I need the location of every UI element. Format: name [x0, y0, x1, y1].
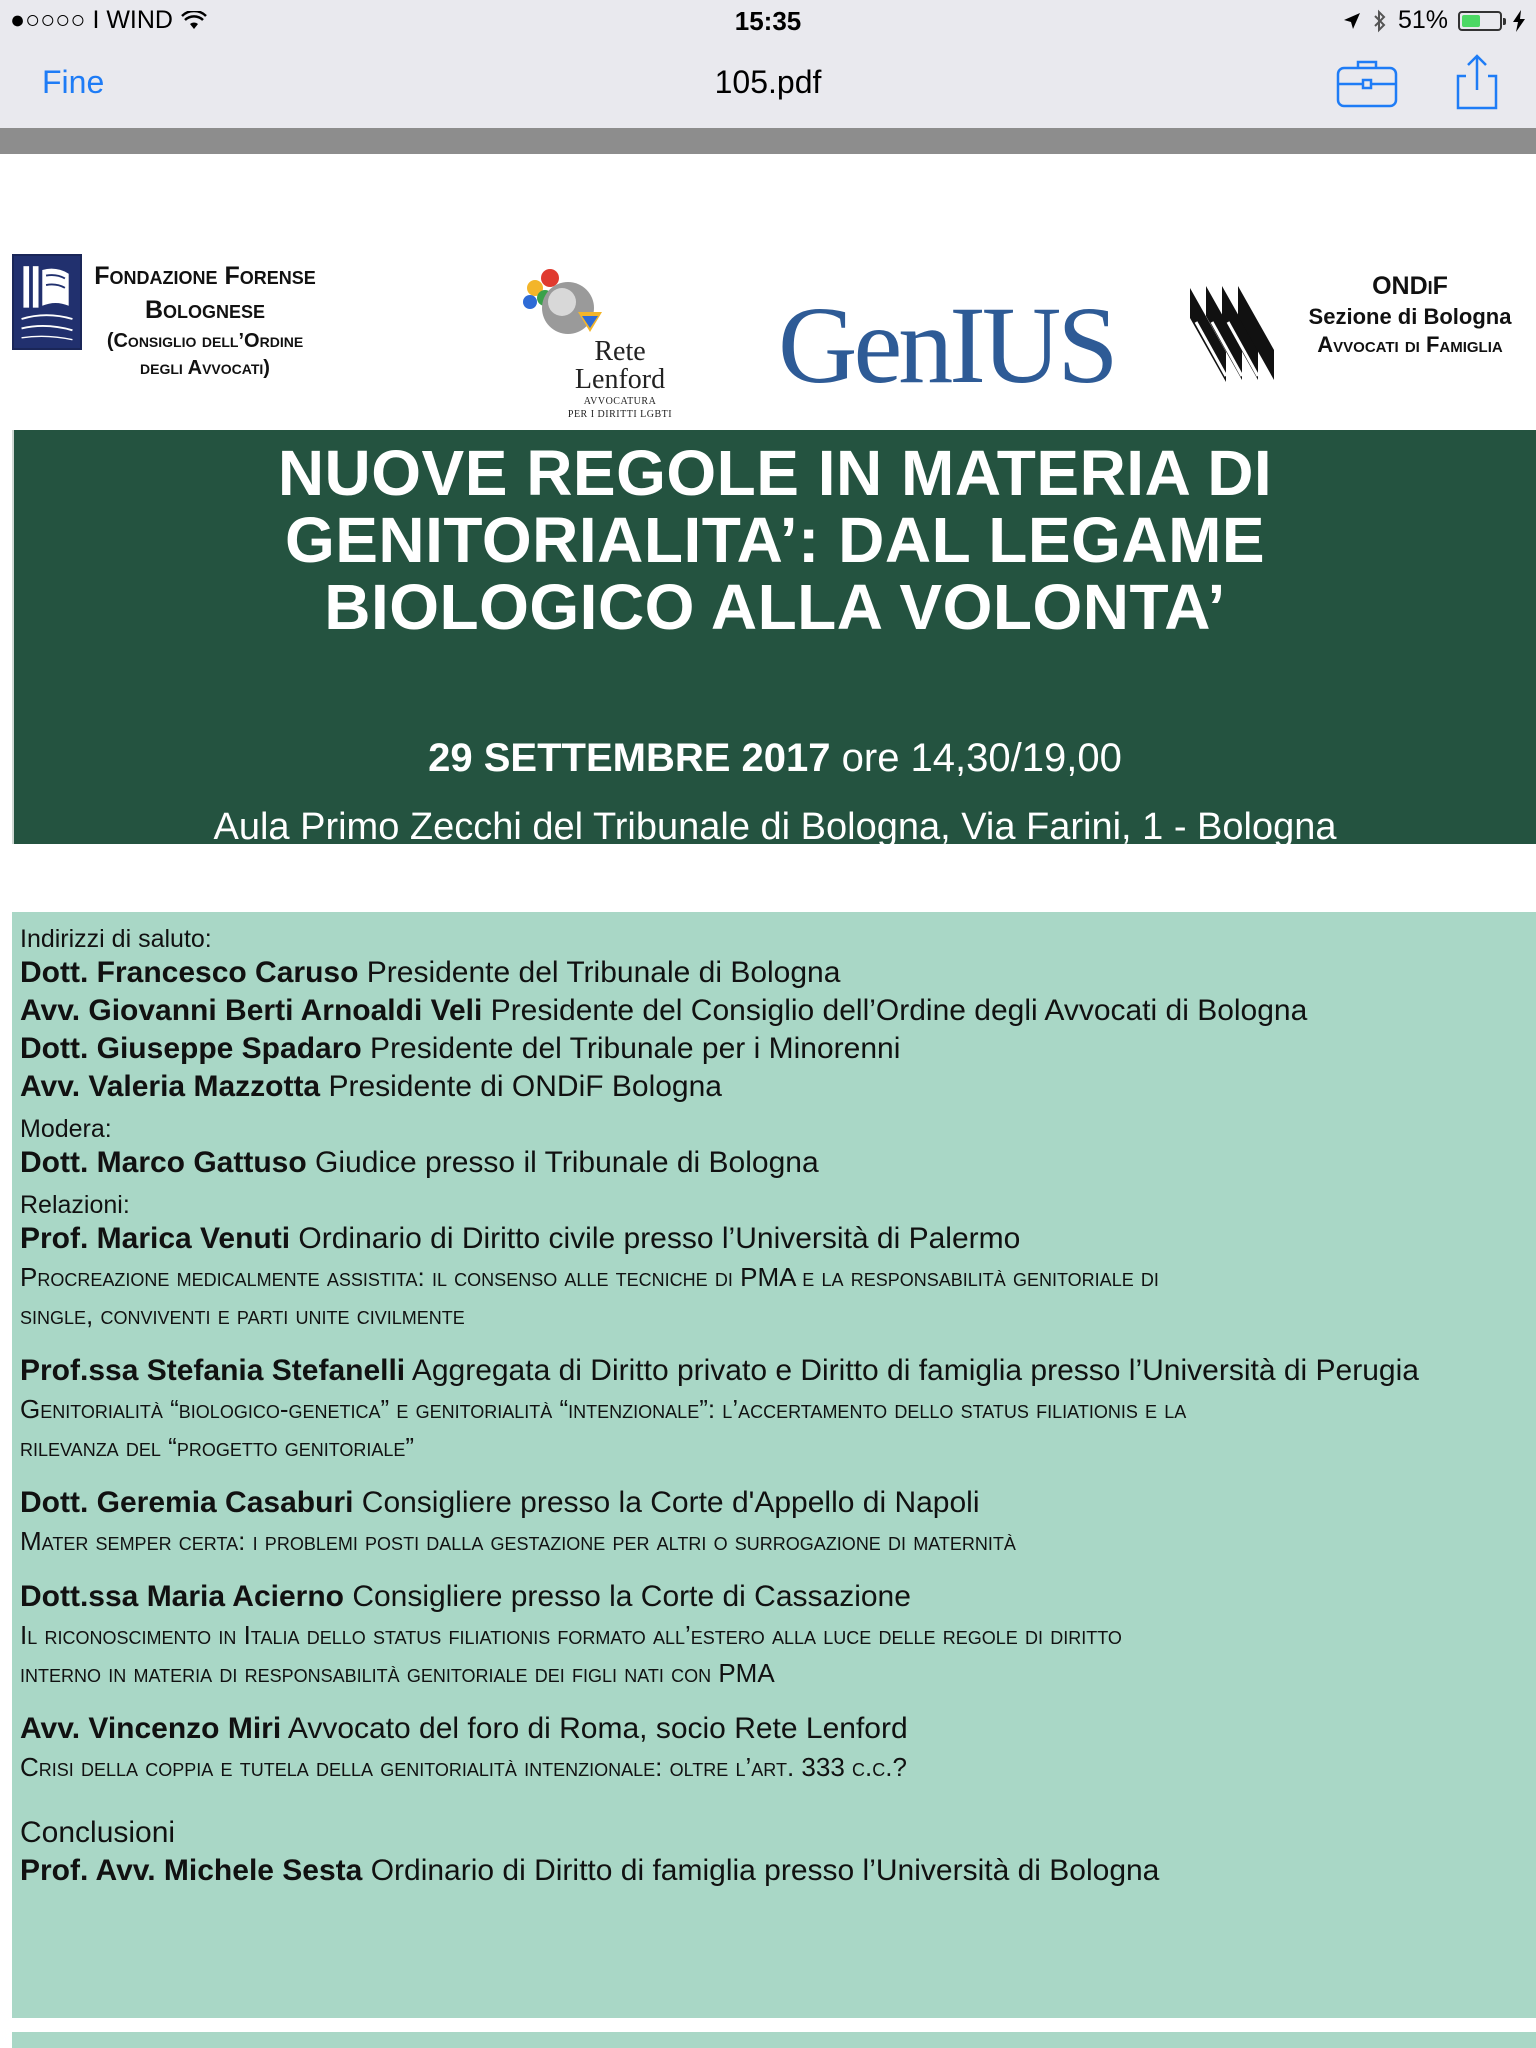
spacer [20, 1560, 1536, 1578]
speaker-name: Avv. Giovanni Berti Arnoaldi Veli [20, 994, 483, 1027]
speaker-role: Presidente di ONDiF Bologna [320, 1070, 722, 1103]
logo-row [0, 246, 1536, 426]
ondif-line2: Sezione di Bologna [1308, 303, 1512, 329]
lenford-name2: Lenford [574, 364, 666, 395]
list-item [20, 1578, 1536, 1616]
toolbox-icon[interactable] [1336, 54, 1398, 110]
speaker-name: Avv. Valeria Mazzotta [20, 1070, 321, 1103]
talk-topic: single, conviventi e parti unite civilmente [20, 1300, 465, 1330]
share-icon[interactable] [1446, 54, 1508, 110]
speaker-name: Avv. Vincenzo Miri [20, 1712, 282, 1745]
speaker-role: Presidente del Tribunale per i Minorenni [361, 1032, 901, 1065]
speaker-role: Presidente del Consiglio dell’Ordine degli Avvocati di Bologna [482, 994, 1308, 1027]
spacer [20, 1334, 1536, 1352]
nav-bar [0, 40, 1536, 128]
talk-topic: interno in materia di responsabilità genitoriale dei figli nati con PMA [20, 1658, 775, 1688]
spacer [20, 1182, 1536, 1190]
event-title-line3: BIOLOGICO ALLA VOLONTA’ [324, 571, 1226, 644]
fondazione-line4: degli Avvocati) [140, 356, 270, 379]
speaker-name: Dott. Geremia Casaburi [20, 1486, 354, 1519]
charging-bolt-icon [1512, 10, 1526, 32]
spacer [20, 1466, 1536, 1484]
location-arrow-icon [1342, 11, 1362, 31]
list-item [20, 1068, 1536, 1106]
spacer [20, 1692, 1536, 1710]
speaker-role: Presidente del Tribunale di Bologna [358, 956, 841, 989]
list-item [20, 1352, 1536, 1390]
bluetooth-icon [1372, 9, 1388, 33]
relazioni-label: Relazioni: [20, 1191, 130, 1219]
ondif-line1: ONDiF [1372, 272, 1448, 300]
speaker-role: Ordinario di Diritto di famiglia presso l’Università di Bologna [362, 1854, 1160, 1887]
ondif-text [1290, 270, 1530, 360]
status-time: 15:35 [734, 6, 802, 36]
saluti-label: Indirizzi di saluto: [20, 925, 212, 953]
ondif-line3: Avvocati di Famiglia [1317, 332, 1503, 358]
conclusioni-label: Conclusioni [20, 1816, 176, 1849]
talk-topic: Crisi della coppia e tutela della genitorialità intenzionale: oltre l’art. 333 c.c.? [20, 1752, 907, 1782]
list-item [20, 1852, 1536, 1890]
list-item [20, 1484, 1536, 1522]
talk-topic: Il riconoscimento in Italia dello status filiationis formato all’estero alla luce delle regole di diritto [20, 1620, 1122, 1650]
event-title-line2: GENITORIALITA’: DAL LEGAME [284, 504, 1266, 577]
speaker-role: Ordinario di Diritto civile presso l’Università di Palermo [290, 1222, 1021, 1255]
fondazione-forense-text [90, 260, 320, 382]
speaker-role: Avvocato del foro di Roma, socio Rete Lenford [281, 1712, 908, 1745]
talk-topic: Mater semper certa: i problemi posti dalla gestazione per altri o surrogazione di maternità [20, 1526, 1016, 1556]
event-title [14, 437, 1536, 644]
list-item [20, 1710, 1536, 1748]
speaker-role: Giudice presso il Tribunale di Bologna [306, 1146, 819, 1179]
genius-logo: GenIUS [778, 284, 1115, 406]
status-bar [0, 0, 1536, 40]
spacer [20, 1106, 1536, 1114]
list-item [20, 1220, 1536, 1258]
speaker-name: Dott. Marco Gattuso [20, 1146, 307, 1179]
talk-topic: Genitorialità “biologico-genetica” e genitorialità “intenzionale”: l’accertamento dello status filiationis e la [20, 1394, 1187, 1424]
list-item [20, 954, 1536, 992]
rete-lenford-text [560, 338, 680, 420]
next-section-edge [12, 2032, 1536, 2048]
pdf-page[interactable] [0, 154, 1536, 2048]
event-date-day: 29 SETTEMBRE 2017 [428, 735, 831, 780]
speaker-name: Prof. Marica Venuti [20, 1222, 291, 1255]
fondazione-line2: Bolognese [144, 295, 266, 324]
event-date [14, 734, 1536, 782]
speaker-role: Aggregata di Diritto privato e Diritto di famiglia presso l’Università di Perugia [405, 1354, 1419, 1387]
speaker-name: Dott.ssa Maria Acierno [20, 1580, 344, 1613]
battery-percent: 51% [1397, 6, 1448, 34]
battery-nub [1503, 18, 1506, 25]
program-box [12, 912, 1536, 2018]
lenford-sub2: PER I DIRITTI LGBTI [567, 409, 673, 420]
list-item [20, 1144, 1536, 1182]
talk-topic: rilevanza del “progetto genitoriale” [20, 1432, 415, 1462]
speaker-role: Consigliere presso la Corte di Cassazione [343, 1580, 911, 1613]
fondazione-forense-logo [12, 254, 82, 350]
list-item [20, 1030, 1536, 1068]
battery-icon [1458, 11, 1502, 31]
speaker-name: Dott. Francesco Caruso [20, 956, 359, 989]
headline-banner [12, 430, 1536, 848]
battery-fill [1462, 15, 1480, 27]
speaker-name: Dott. Giuseppe Spadaro [20, 1032, 362, 1065]
ondif-logo [1186, 282, 1276, 386]
spacer [20, 1786, 1536, 1814]
talk-topic: Procreazione medicalmente assistita: il consenso alle tecniche di PMA e la responsabilità genitoriale di [20, 1262, 1159, 1292]
status-right [1342, 6, 1526, 35]
fondazione-line3: (Consiglio dell’Ordine [106, 329, 304, 352]
speaker-name: Prof. Avv. Michele Sesta [20, 1854, 363, 1887]
event-date-time: ore 14,30/19,00 [830, 735, 1122, 780]
fondazione-line1: Fondazione Forense [94, 262, 316, 290]
pdf-viewer-divider [0, 128, 1536, 154]
list-item [20, 992, 1536, 1030]
lenford-name1: Rete [594, 336, 646, 367]
speaker-name: Prof.ssa Stefania Stefanelli [20, 1354, 406, 1387]
lenford-sub1: AVVOCATURA [583, 396, 657, 407]
document-title: 105.pdf [714, 64, 822, 100]
event-title-line1: NUOVE REGOLE IN MATERIA DI [277, 437, 1273, 509]
carrier-label: ●○○○○ I WIND [10, 6, 173, 34]
speaker-role: Consigliere presso la Corte d'Appello di Napoli [353, 1486, 980, 1519]
modera-label: Modera: [20, 1115, 112, 1143]
event-location: Aula Primo Zecchi del Tribunale di Bologna, Via Farini, 1 - Bologna [213, 805, 1337, 848]
done-button[interactable]: Fine [42, 64, 105, 100]
